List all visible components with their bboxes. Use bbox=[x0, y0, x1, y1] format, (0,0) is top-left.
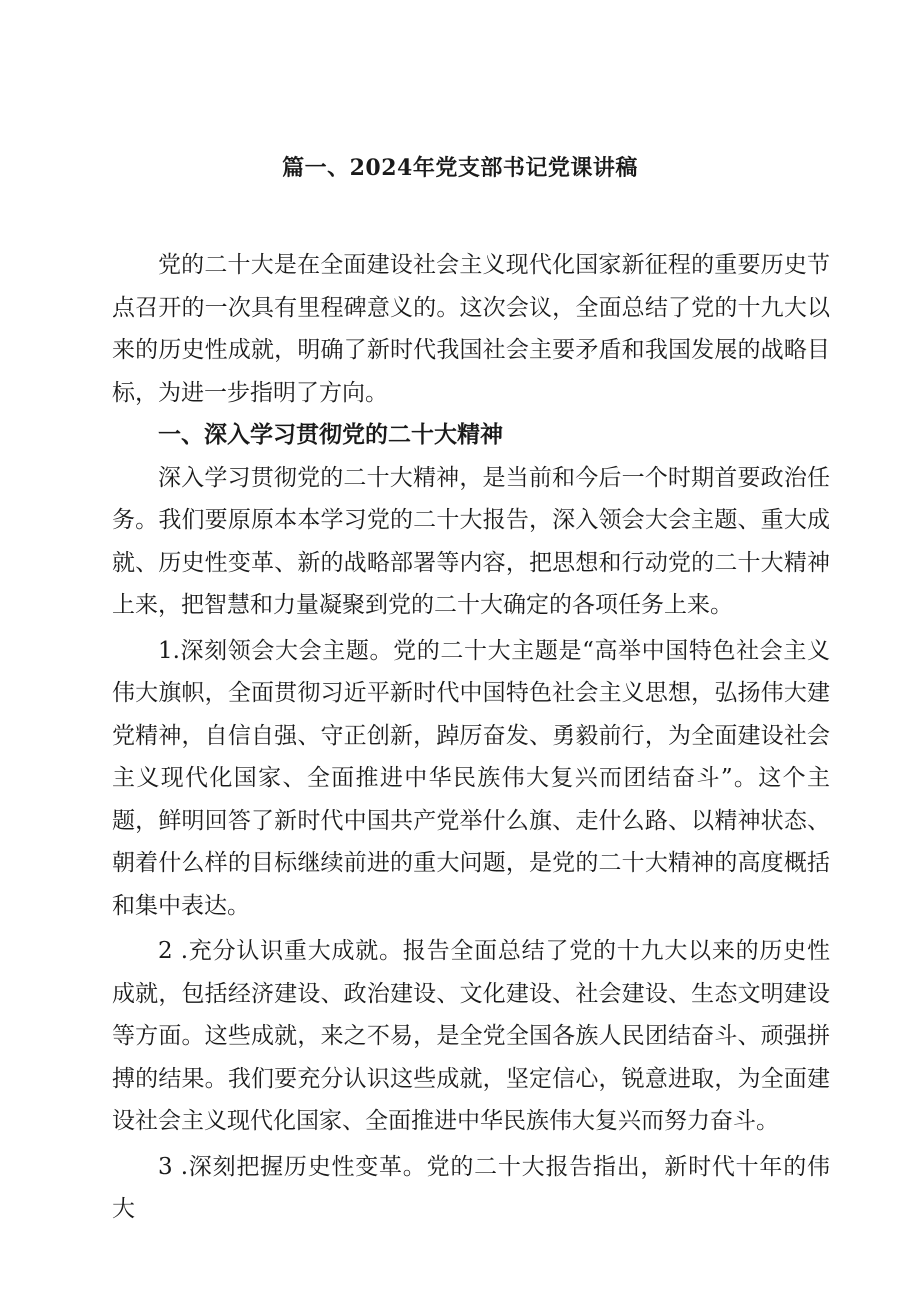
document-body bbox=[112, 244, 830, 1231]
page-title: 篇一、2024年党支部书记党课讲稿 bbox=[282, 155, 638, 181]
section-heading: 一、深入学习贯彻党的二十大精神 bbox=[158, 421, 503, 448]
section-paragraph: 深入学习贯彻党的二十大精神，是当前和今后一个时期首要政治任务。我们要原原本本学习党的二十大报告，深入领会大会主题、重大成就、历史性变革、新的战略部署等内容，把思想和行动党的二十大精神上来，把智慧和力量凝聚到党的二十大确定的各项任务上来。 bbox=[112, 464, 830, 618]
intro-paragraph: 党的二十大是在全面建设社会主义现代化国家新征程的重要历史节点召开的一次具有里程碑意义的。这次会议，全面总结了党的十九大以来的历史性成就，明确了新时代我国社会主要矛盾和我国发展的战略目标，为进一步指明了方向。 bbox=[112, 252, 830, 406]
list-item-3: 3 .深刻把握历史性变革。党的二十大报告指出，新时代十年的伟大 bbox=[112, 1153, 830, 1222]
list-item-1: 1.深刻领会大会主题。党的二十大主题是“高举中国特色社会主义伟大旗帜，全面贯彻习近平新时代中国特色社会主义思想，弘扬伟大建党精神，自信自强、守正创新，踔厉奋发、勇毅前行，为全面建设社会主义现代化国家、全面推进中华民族伟大复兴而团结奋斗”。这个主题，鲜明回答了新时代中国共产党举什么旗、走什么路、以精神状态、朝着什么样的目标继续前进的重大问题，是党的二十大精神的高度概括和集中表达。 bbox=[112, 637, 830, 919]
list-item-2: 2 .充分认识重大成就。报告全面总结了党的十九大以来的历史性成就，包括经济建设、政治建设、文化建设、社会建设、生态文明建设等方面。这些成就，来之不易，是全党全国各族人民团结奋斗、顽强拼搏的结果。我们要充分认识这些成就，坚定信心，锐意进取，为全面建设社会主义现代化国家、全面推进中华民族伟大复兴而努力奋斗。 bbox=[112, 938, 830, 1134]
